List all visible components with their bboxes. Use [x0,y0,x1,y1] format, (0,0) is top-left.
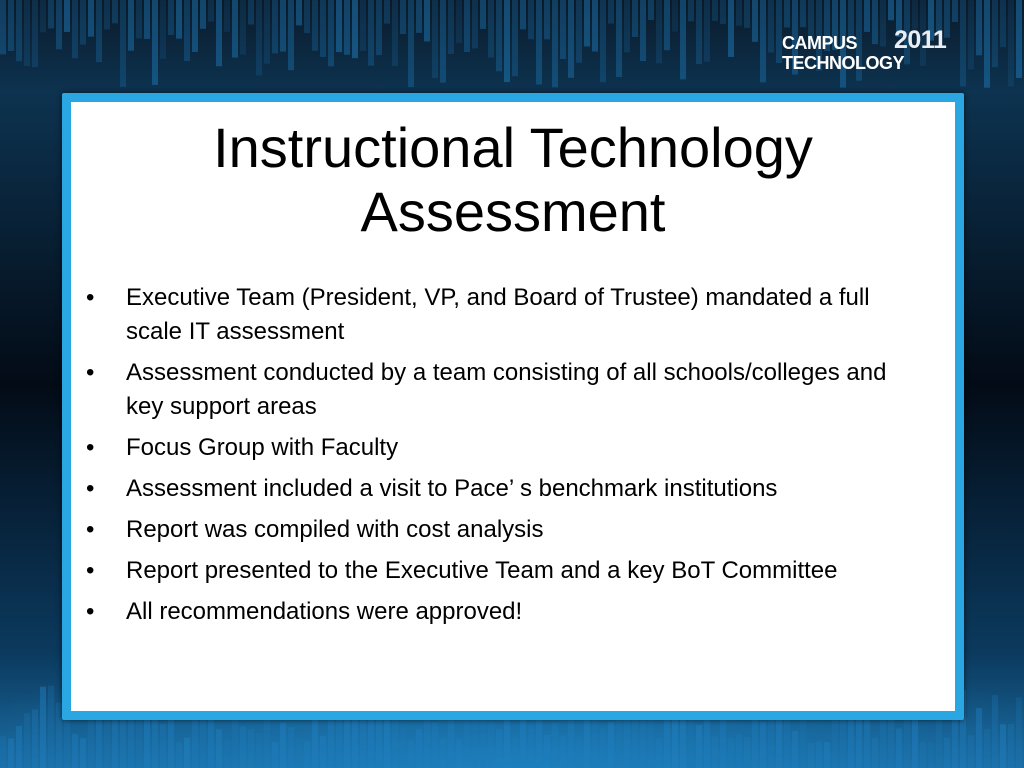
background-bar [376,0,382,55]
background-bar [976,0,982,55]
background-bar [120,0,126,87]
background-bar [880,712,886,768]
background-bar [744,0,750,28]
background-bar [400,724,406,768]
bullet-text: Assessment included a visit to Pace’ s benchmark institutions [126,475,778,502]
background-bar [64,716,70,768]
background-bar [88,0,94,37]
background-bar [160,0,166,59]
background-bar [504,0,510,82]
background-bar [944,737,950,768]
background-bar [656,738,662,768]
background-bar [896,729,902,768]
background-bar [792,731,798,768]
background-bar [728,738,734,768]
background-bar [160,724,166,768]
background-bar [176,743,182,768]
background-bar [440,738,446,768]
background-bar [448,719,454,768]
background-bar [360,0,366,51]
background-bar [992,0,998,67]
background-bar [336,0,342,52]
background-bar [304,0,310,33]
bullet-item [86,431,916,465]
bullet-item [86,554,916,588]
background-bar [624,714,630,768]
background-bar [464,0,470,52]
background-bar [456,0,462,43]
bullet-text: Report presented to the Executive Team and a key BoT Committee [126,557,838,584]
background-bar [1016,0,1022,78]
background-bar [496,729,502,768]
background-bar [520,0,526,29]
background-bar [928,742,934,768]
background-bar [80,0,86,45]
background-bar [296,738,302,768]
bullet-item [86,281,916,349]
background-bar [1008,0,1014,86]
background-bar [752,0,758,42]
bullet-dot-icon: • [86,598,95,625]
background-bar [384,0,390,24]
background-bar [968,735,974,768]
title-line-2: Assessment [360,180,666,243]
background-bar [40,687,46,768]
background-bar [120,717,126,768]
background-bar [240,0,246,55]
background-bar [608,722,614,768]
background-bar [400,0,406,34]
bullet-dot-icon: • [86,557,95,584]
background-bar [504,720,510,768]
background-bar [472,720,478,768]
background-bar [288,0,294,70]
background-bar [824,742,830,768]
background-bar [256,0,262,75]
background-bar [104,0,110,30]
background-bar [784,718,790,768]
background-bar [544,0,550,39]
background-bar [640,714,646,768]
background-bar [272,742,278,768]
background-bar [0,0,6,54]
background-bar [544,735,550,768]
background-bar [808,743,814,768]
bullet-text: Focus Group with Faculty [126,434,399,461]
background-bar [608,0,614,24]
background-bar [1000,0,1006,47]
background-bar [408,741,414,768]
background-bar [48,0,54,28]
background-bar [128,716,134,768]
campus-technology-logo: CAMPUS 2011 TECHNOLOGY [782,26,947,73]
background-bar [416,729,422,768]
background-bar [672,0,678,32]
background-bar [528,724,534,768]
background-bar [448,0,454,54]
background-bar [568,0,574,78]
background-bar [344,0,350,55]
background-bar [888,0,894,20]
background-bar [720,0,726,24]
background-bar [576,738,582,768]
background-bar [200,0,206,29]
background-bar [72,0,78,58]
background-bar [392,0,398,66]
background-bar [32,709,38,768]
background-bar [112,0,118,23]
background-bar [72,734,78,768]
background-bar [872,738,878,768]
background-bar [648,0,654,20]
background-bar [480,0,486,29]
background-bar [680,0,686,79]
background-bar [248,729,254,768]
background-bar [32,0,38,67]
background-bar [280,723,286,768]
background-bar [208,0,214,22]
background-bar [648,715,654,768]
background-bar [64,0,70,32]
title-line-1: Instructional Technology [213,116,813,179]
background-bar [664,0,670,50]
background-bar [48,686,54,768]
bullet-dot-icon: • [86,434,95,461]
background-bar [600,0,606,82]
background-bar [176,0,182,39]
background-bar [624,0,630,52]
background-bar [456,739,462,768]
background-bar [552,723,558,768]
background-bar [40,0,46,32]
background-bar [280,0,286,52]
background-bar [352,0,358,58]
background-bar [592,717,598,768]
background-bar [184,0,190,61]
background-bar [696,725,702,768]
background-bar [696,0,702,64]
background-bar [240,726,246,768]
background-bar [984,729,990,768]
background-bar [432,722,438,768]
background-bar [736,734,742,768]
background-bar [304,741,310,768]
background-bar [760,722,766,768]
background-bar [784,0,790,27]
background-bar [288,727,294,768]
background-bar [224,0,230,32]
background-bar [16,726,22,768]
background-bar [184,738,190,768]
bullet-list [86,281,916,636]
background-bar [720,713,726,768]
background-bar [576,0,582,63]
background-bar [272,0,278,53]
bullet-dot-icon: • [86,516,95,543]
bullet-item [86,513,916,547]
background-bar [552,0,558,87]
bullet-item [86,595,916,629]
background-bar [984,0,990,88]
background-bar [1000,724,1006,768]
background-bar [752,715,758,768]
background-bar [152,0,158,85]
background-bar [1016,697,1022,768]
background-bar [16,0,22,61]
background-bar [912,0,918,29]
bullet-text: All recommendations were approved! [126,598,523,625]
background-bar [528,0,534,39]
bullet-item [86,356,916,424]
background-bar [712,736,718,768]
background-bar [328,0,334,66]
background-bar [248,0,254,24]
background-bar [424,0,430,41]
background-bar [488,722,494,768]
background-bar [0,736,6,768]
background-bar [104,716,110,768]
background-bar [800,0,806,27]
background-bar [192,0,198,52]
background-bar [384,715,390,768]
background-bar [96,0,102,62]
background-bar [920,742,926,768]
background-bar [432,0,438,78]
background-bar [264,0,270,64]
background-bar [632,0,638,37]
background-bar [216,0,222,66]
background-bar [256,733,262,768]
bullet-item [86,472,916,506]
background-bar [744,737,750,768]
background-bar [512,738,518,768]
background-bar [416,0,422,33]
background-bar [592,0,598,51]
background-bar [688,0,694,21]
background-bar [216,729,222,768]
background-bar [856,720,862,768]
background-bar [1008,724,1014,768]
background-bar [440,0,446,83]
background-bar [656,0,662,63]
background-bar [976,708,982,768]
background-bar [640,0,646,61]
background-bar [536,0,542,84]
background-bar [736,0,742,26]
background-bar [616,0,622,77]
background-bar [24,713,30,768]
background-bar [968,0,974,69]
background-bar [472,0,478,48]
background-bar [704,0,710,62]
background-bar [584,0,590,46]
background-bar [320,0,326,57]
bullet-dot-icon: • [86,284,95,311]
background-bar [992,695,998,768]
background-bar [560,0,566,59]
background-bar [8,0,14,51]
background-bar [312,0,318,51]
background-bar [512,0,518,76]
background-bar [560,736,566,768]
background-bar [728,0,734,57]
background-bar [232,0,238,58]
background-bar [24,0,30,66]
background-bar [864,0,870,32]
background-bar [136,0,142,38]
background-bar [168,0,174,35]
background-bar [264,719,270,768]
bullet-dot-icon: • [86,475,95,502]
background-bar [496,0,502,71]
background-bar [128,0,134,51]
background-bar [760,0,766,82]
background-bar [144,0,150,39]
background-bar [56,0,62,49]
bullet-text: Assessment conducted by a team consisting of all schools/colleges and key support areas [126,359,887,420]
background-bar [408,0,414,87]
bullet-text: Executive Team (President, VP, and Board of Trustee) mandated a full scale IT assessment [126,284,870,345]
background-bar [712,0,718,21]
slide-title [71,116,955,244]
background-bar [600,728,606,768]
background-bar [320,736,326,768]
background-bar [776,715,782,768]
background-bar [80,738,86,768]
bullet-text: Report was compiled with cost analysis [126,516,544,543]
background-bar [952,0,958,22]
background-bar [296,0,302,25]
background-bar [768,0,774,53]
background-bar [224,738,230,768]
background-bar [88,715,94,768]
background-bar [816,741,822,768]
background-bar [8,738,14,768]
background-bar [368,0,374,66]
background-bar [488,0,494,58]
bullet-dot-icon: • [86,359,95,386]
